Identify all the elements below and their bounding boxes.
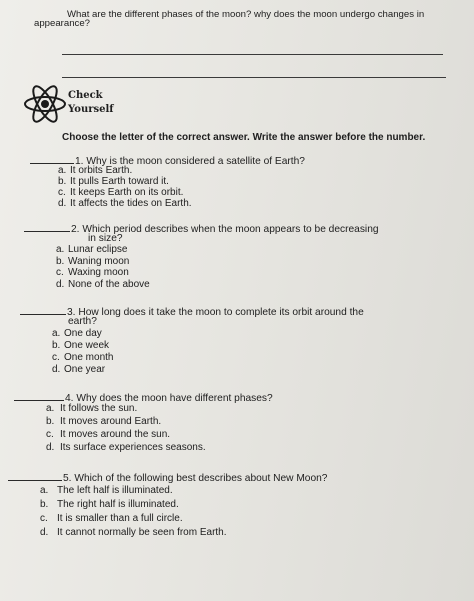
question-3-continued: earth? xyxy=(68,316,97,327)
question-5 xyxy=(8,471,327,484)
question-number: 1. xyxy=(75,156,84,167)
option-2c: c. Waxing moon xyxy=(56,267,129,278)
question-text: Which period describes when the moon appears to be decreasing xyxy=(82,224,379,235)
option-3c: c. One month xyxy=(52,352,114,363)
option-4b: b. It moves around Earth. xyxy=(46,416,162,427)
question-text: Why does the moon have different phases? xyxy=(76,393,273,404)
question-number: 3. xyxy=(67,307,76,318)
check-yourself-line1: Check xyxy=(68,90,103,101)
option-2a: a. Lunar eclipse xyxy=(56,244,128,255)
check-yourself-line2: Yourself xyxy=(68,104,114,115)
option-3d: d. One year xyxy=(52,364,106,375)
answer-blank-5[interactable] xyxy=(8,471,62,481)
option-1a: a. It orbits Earth. xyxy=(58,165,133,176)
question-text: How long does it take the moon to complete its orbit around the xyxy=(78,307,364,318)
option-2b: b. Waning moon xyxy=(56,256,130,267)
option-1d: d. It affects the tides on Earth. xyxy=(58,198,192,209)
option-3a: a. One day xyxy=(52,328,102,339)
answer-line-2[interactable] xyxy=(62,77,446,78)
option-5b: b. The right half is illuminated. xyxy=(40,499,179,510)
atom-icon xyxy=(23,84,67,124)
option-1c: c. It keeps Earth on its orbit. xyxy=(58,187,184,198)
answer-blank-1[interactable] xyxy=(30,154,74,164)
option-5c: c. It is smaller than a full circle. xyxy=(40,513,183,524)
option-5a: a. The left half is illuminated. xyxy=(40,485,173,496)
answer-line-1[interactable] xyxy=(62,54,443,55)
option-1b: b. It pulls Earth toward it. xyxy=(58,176,169,187)
option-5d: d. It cannot normally be seen from Earth. xyxy=(40,527,227,538)
question-2-continued: in size? xyxy=(88,233,123,244)
question-2 xyxy=(24,222,379,235)
intro-question-line1: What are the different phases of the moon? why does the moon undergo changes in xyxy=(67,9,425,20)
question-number: 2. xyxy=(71,224,80,235)
answer-blank-4[interactable] xyxy=(14,391,64,401)
question-number: 4. xyxy=(65,393,74,404)
option-4a: a. It follows the sun. xyxy=(46,403,138,414)
answer-blank-2[interactable] xyxy=(24,222,70,232)
intro-question-line2: appearance? xyxy=(34,18,91,29)
option-4d: d. Its surface experiences seasons. xyxy=(46,442,206,453)
question-text: Why is the moon considered a satellite of Earth? xyxy=(86,156,305,167)
option-4c: c. It moves around the sun. xyxy=(46,429,171,440)
option-3b: b. One week xyxy=(52,340,110,351)
instructions: Choose the letter of the correct answer. Write the answer before the number. xyxy=(62,132,426,143)
answer-blank-3[interactable] xyxy=(20,305,66,315)
question-number: 5. xyxy=(63,473,72,484)
question-text: Which of the following best describes about New Moon? xyxy=(74,473,328,484)
option-2d: d. None of the above xyxy=(56,279,150,290)
